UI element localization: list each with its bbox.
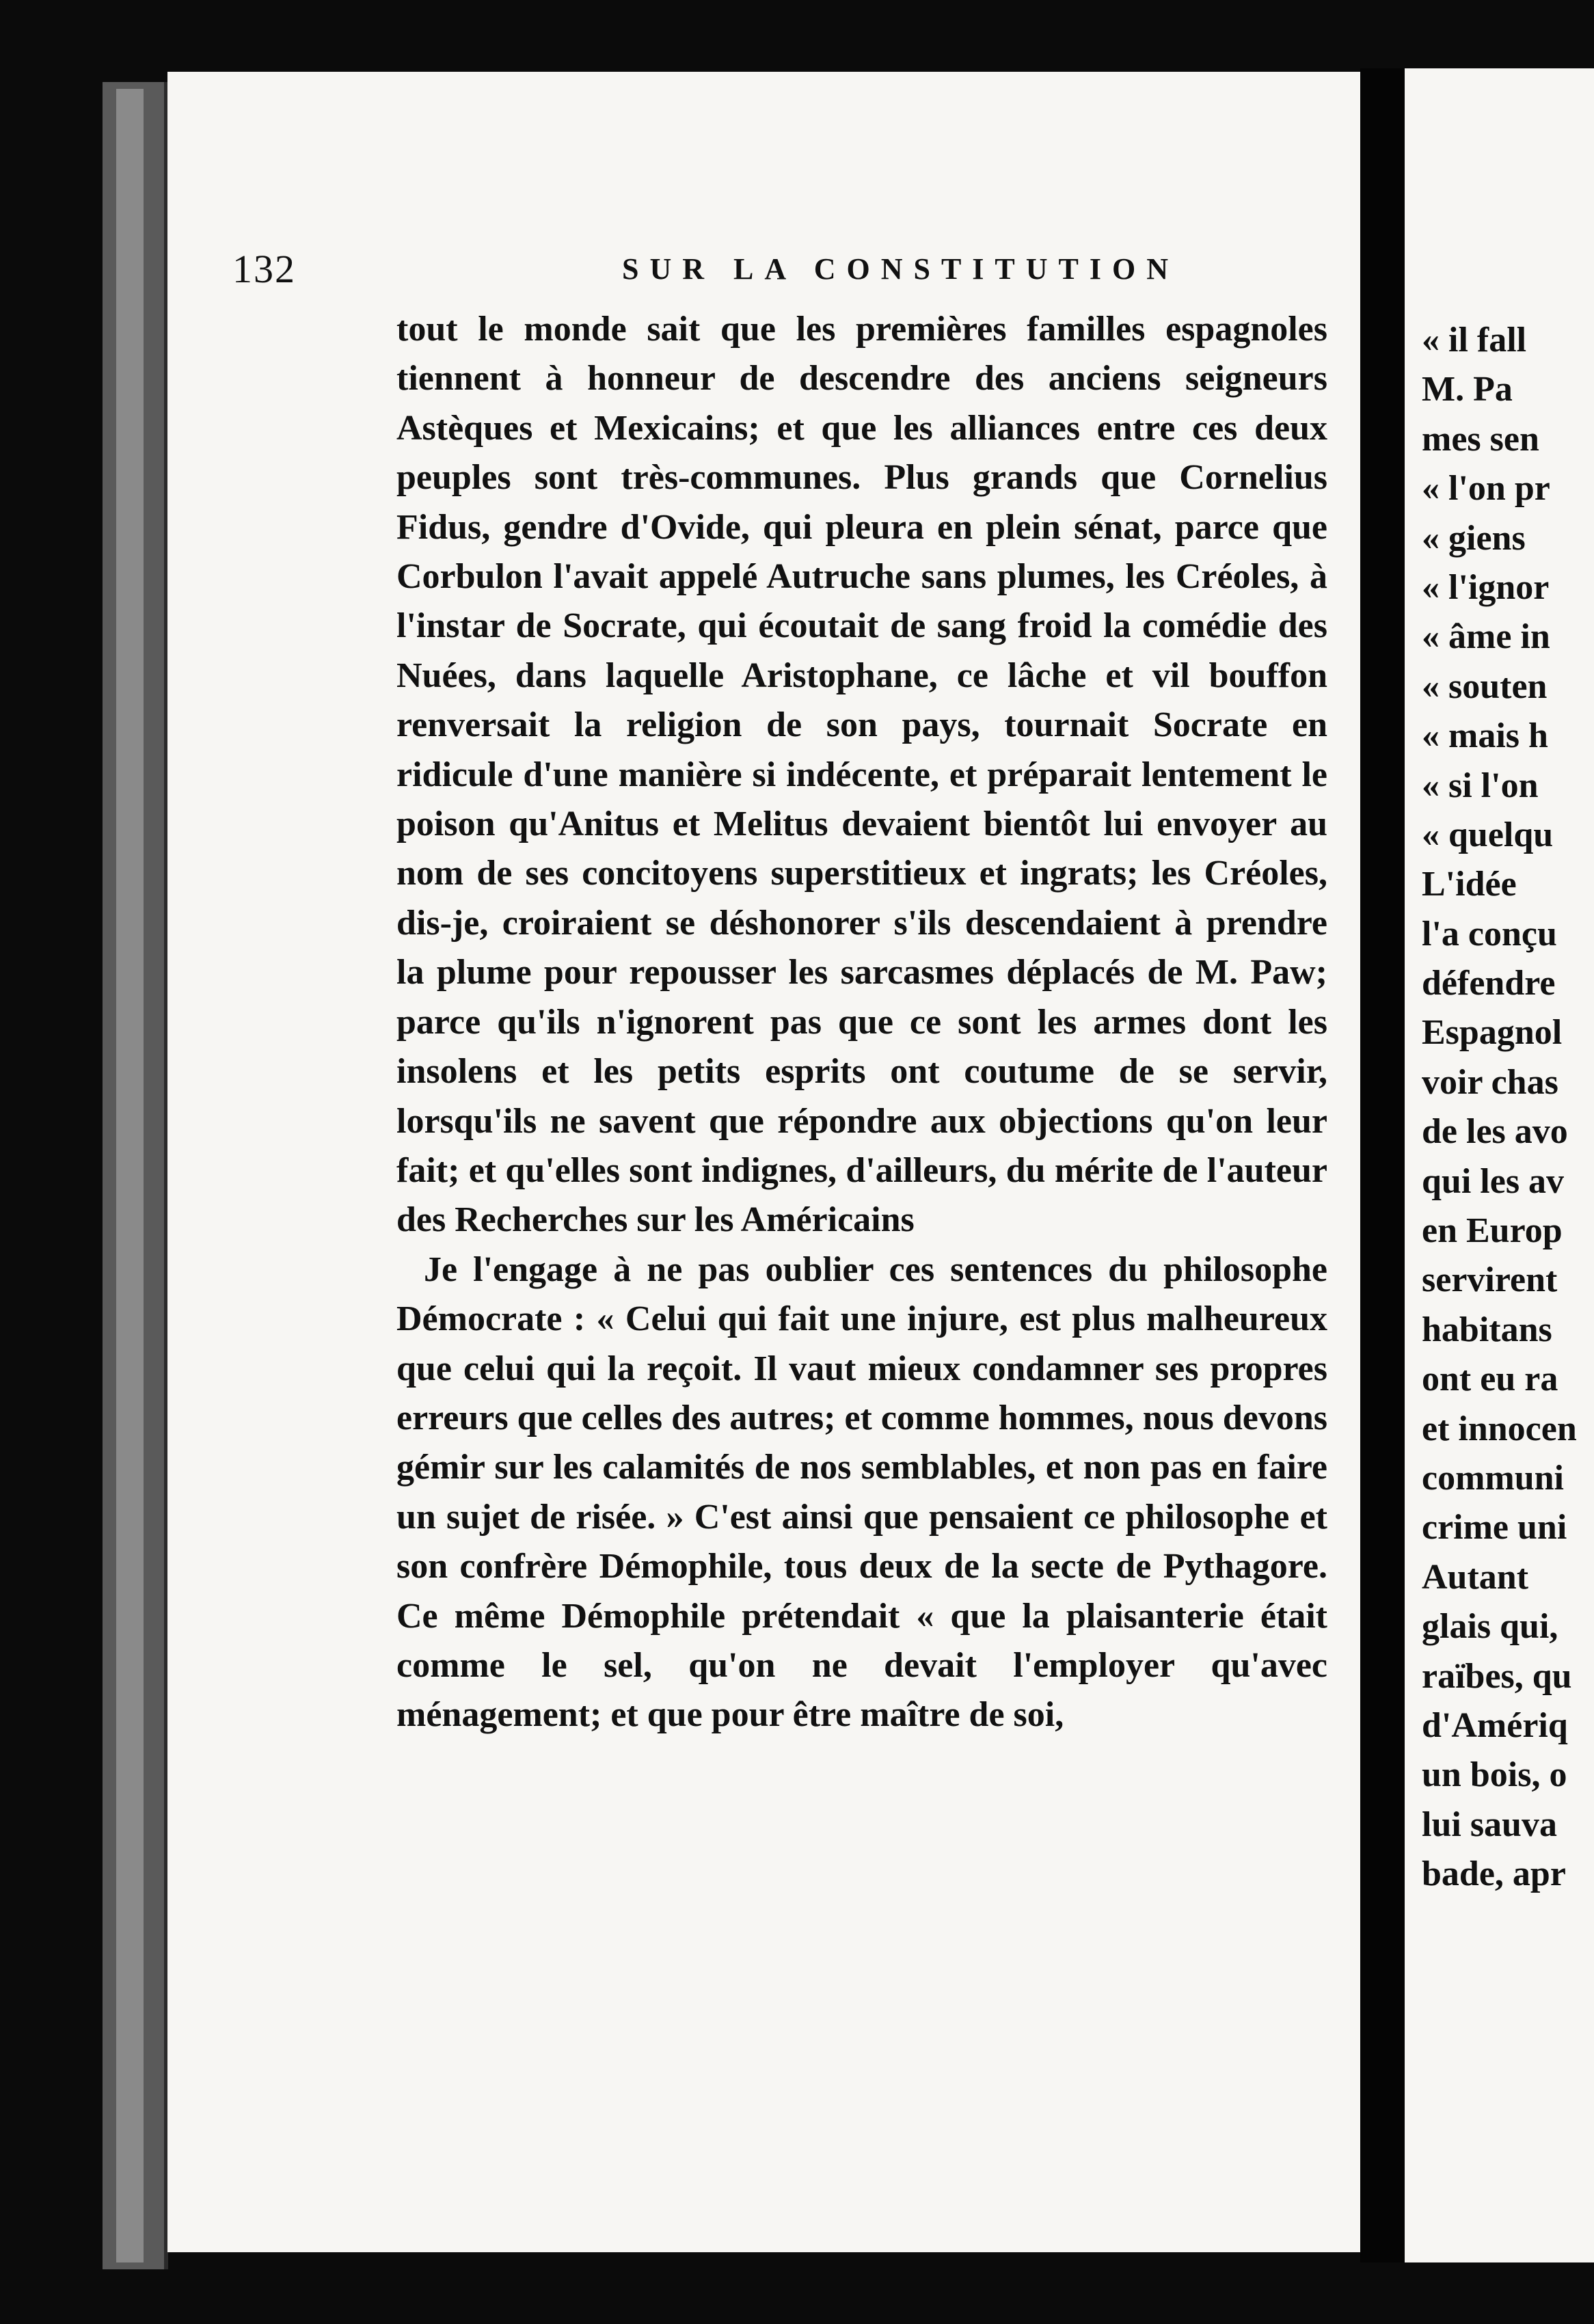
right-page-line: M. Pa — [1422, 370, 1513, 409]
right-page-line: de les avo — [1422, 1112, 1568, 1152]
right-page-line: voir chas — [1422, 1062, 1558, 1102]
page-header — [232, 239, 1340, 301]
page-body — [396, 305, 1327, 1740]
right-page-line: qui les av — [1422, 1161, 1565, 1201]
running-head: SUR LA CONSTITUTION — [622, 252, 1180, 286]
book-gutter — [1360, 68, 1405, 2262]
right-page-text — [1422, 316, 1594, 1900]
right-page-line: « giens — [1422, 518, 1526, 558]
right-page-line: « si l'on — [1422, 766, 1539, 805]
right-page-line: lui sauva — [1422, 1805, 1557, 1844]
right-page-line: communi — [1422, 1458, 1564, 1498]
right-page-line: un bois, o — [1422, 1755, 1567, 1795]
right-page-line: « âme in — [1422, 617, 1550, 657]
right-page-line: l'a conçu — [1422, 914, 1557, 954]
right-page-line: crime uni — [1422, 1508, 1567, 1548]
right-page-line: « il fall — [1422, 321, 1527, 360]
right-page-line: « mais h — [1422, 716, 1548, 756]
paragraph-1: tout le monde sait que les premières familles espagnoles tiennent à honneur de descendre des anciens seigneurs Astèques et Mexicains; et que les alliances entre ces deux peuples sont très-communes. Plus grands que Cornelius Fidus, gendre d'Ovide, qui pleura en plein sénat, parce que Corbulon l'avait appelé Autruche sans plumes, les Créoles, à l'instar de Socrate, qui écoutait de sang froid la comédie des Nuées, dans laquelle Aristophane, ce lâche et vil bouffon renversait la religion de son pays, tournait Socrate en ridicule d'une manière si indécente, et préparait lentement le poison qu'Anitus et Melitus devaient bientôt lui envoyer au nom de ses concitoyens superstitieux et ingrats; les Créoles, dis-je, croiraient se déshonorer s'ils descendaient à prendre la plume pour repousser les sarcasmes déplacés de M. Paw; parce qu'ils n'ignorent pas que ce sont les armes dont les insolens et les petits esprits ont coutume de se servir, lorsqu'ils ne savent que répondre aux objections qu'on leur fait; et qu'elles sont indignes, d'ailleurs, du mérite de l'auteur des Recherches sur les Américains — [396, 310, 1327, 1240]
right-page-line: d'Amériq — [1422, 1705, 1568, 1745]
right-page-line: « souten — [1422, 666, 1548, 706]
right-page-line: « l'ignor — [1422, 567, 1550, 607]
right-page-line: Autant — [1422, 1557, 1529, 1597]
right-page-line: défendre — [1422, 964, 1556, 1003]
right-page-line: ont eu ra — [1422, 1360, 1558, 1399]
right-page-line: « l'on pr — [1422, 469, 1550, 509]
paragraph-2: Je l'engage à ne pas oublier ces sentences du philosophe Démocrate : « Celui qui fait une injure, est plus malheureux que celui qui la reçoit. Il vaut mieux condamner ses propres erreurs que celles des autres; et comme hommes, nous devons gémir sur les calamités de nos semblables, et non pas en faire un sujet de risée. » C'est ainsi que pensaient ce philosophe et son confrère Démophile, tous deux de la secte de Pythagore. Ce même Démophile prétendait « que la plaisanterie était comme le sel, qu'on ne devait l'employer qu'avec ménagement; et que pour être maître de soi, — [396, 1249, 1327, 1735]
right-page-line: L'idée — [1422, 865, 1517, 904]
book-edge-inner — [116, 89, 144, 2262]
page-number: 132 — [232, 247, 296, 291]
right-page-line: raïbes, qu — [1422, 1656, 1572, 1696]
right-page-line: « quelqu — [1422, 815, 1554, 854]
right-page-line: et innocen — [1422, 1409, 1577, 1448]
right-page-line: bade, apr — [1422, 1854, 1566, 1894]
right-page-line: glais qui, — [1422, 1607, 1558, 1647]
right-page-line: mes sen — [1422, 419, 1539, 459]
right-page-line: servirent — [1422, 1260, 1558, 1300]
right-page-line: en Europ — [1422, 1211, 1563, 1251]
right-page-line: habitans — [1422, 1310, 1552, 1349]
right-page-line: Espagnol — [1422, 1013, 1563, 1053]
